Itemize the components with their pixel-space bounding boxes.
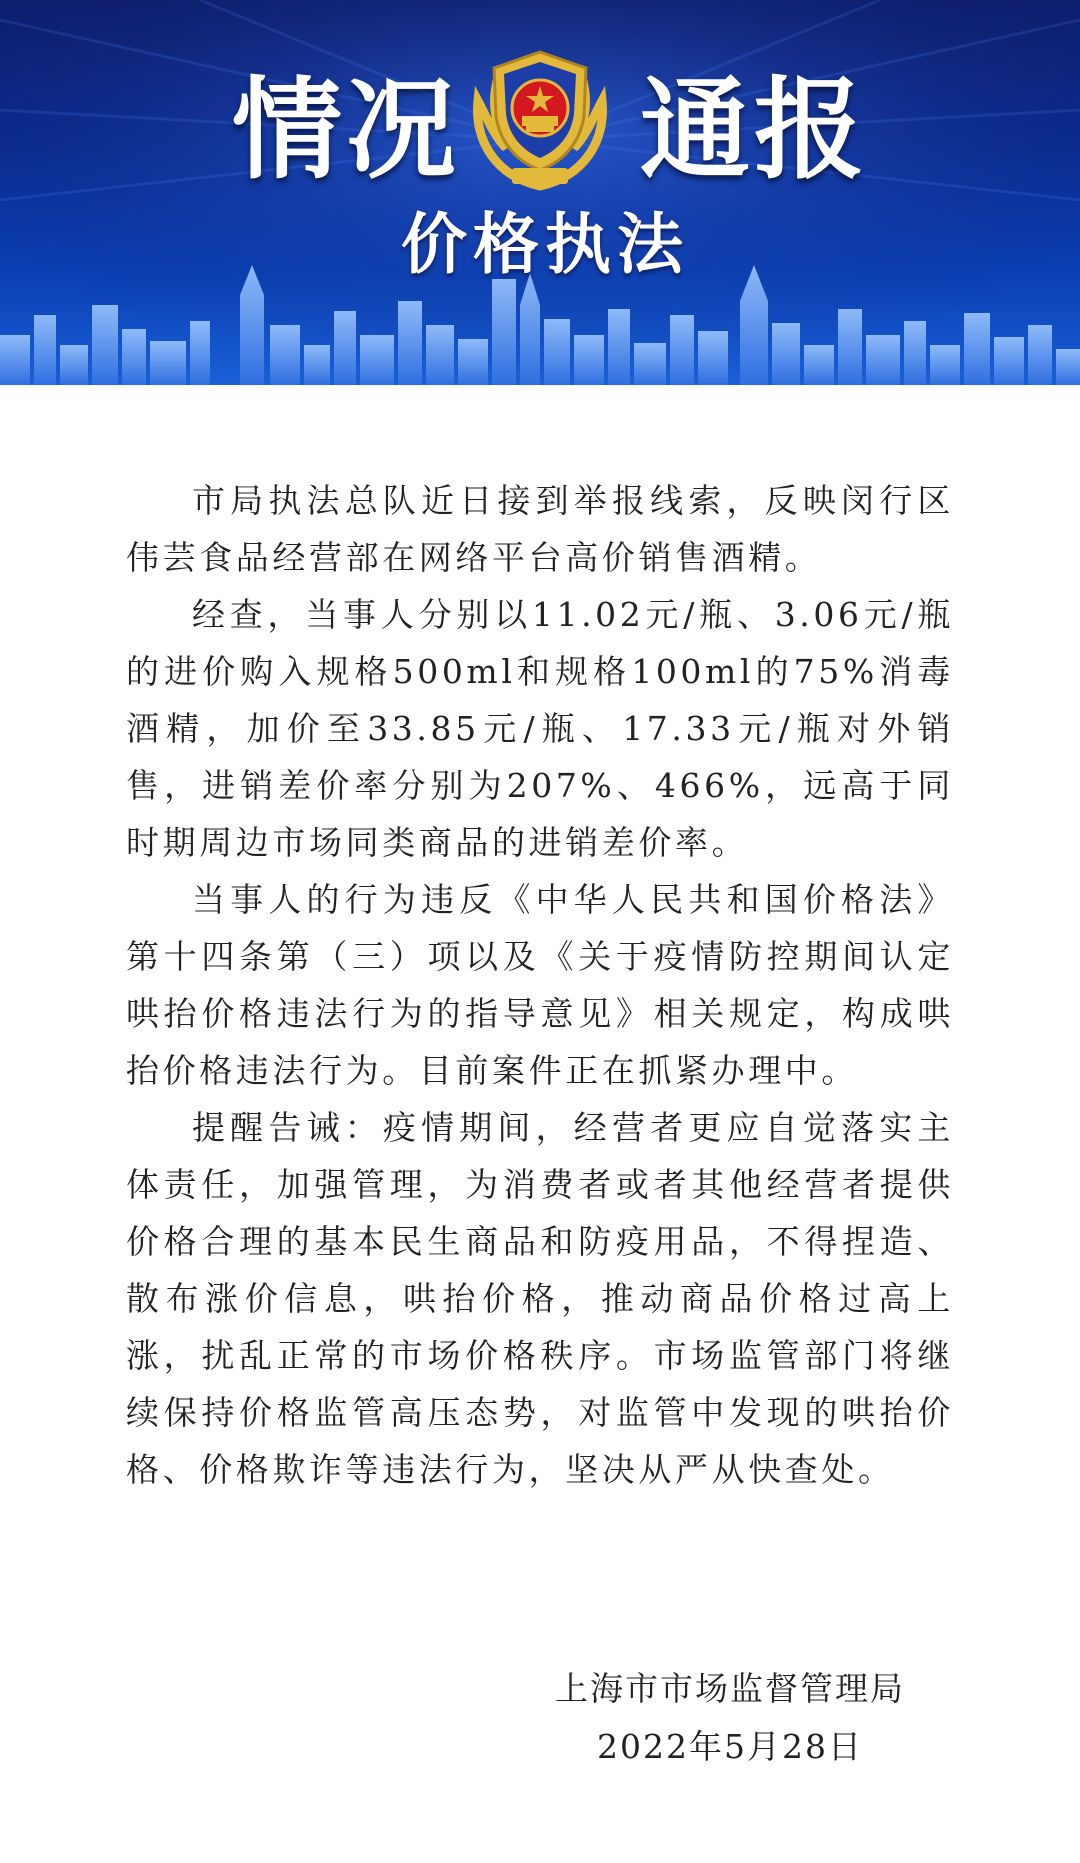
banner-subtitle: 价格执法 [401, 206, 689, 283]
paragraph-investigation: 经查，当事人分别以11.02元/瓶、3.06元/瓶的进价购入规格500ml和规格100ml的75%消毒酒精，加价至33.85元/瓶、17.33元/瓶对外销售，进销差价率分别为207%、466%，远高于同时期周边市场同类商品的进销差价率。 [126, 595, 954, 862]
banner-title-right: 通报 [640, 66, 868, 194]
notice-body [126, 472, 954, 1498]
police-emblem-icon [466, 46, 614, 196]
header-banner [0, 0, 1080, 385]
paragraph-violation: 当事人的行为违反《中华人民共和国价格法》第十四条第（三）项以及《关于疫情防控期间认定哄抬价格违法行为的指导意见》相关规定，构成哄抬价格违法行为。目前案件正在抓紧办理中。 [126, 880, 954, 1090]
issue-date: 2022年5月28日 [597, 1727, 863, 1766]
banner-title-left: 情况 [232, 66, 460, 194]
paragraph-reminder: 提醒告诫：疫情期间，经营者更应自觉落实主体责任，加强管理，为消费者或者其他经营者提供价格合理的基本民生商品和防疫用品，不得捏造、散布涨价信息，哄抬价格，推动商品价格过高上涨，扰乱正常的市场价格秩序。市场监管部门将继续保持价格监管高压态势，对监管中发现的哄抬价格、价格欺诈等违法行为，坚决从严从快查处。 [126, 1108, 954, 1489]
signature-block [520, 1660, 940, 1776]
issuing-organization: 上海市市场监督管理局 [555, 1669, 905, 1708]
paragraph-report: 市局执法总队近日接到举报线索，反映闵行区伟芸食品经营部在网络平台高价销售酒精。 [126, 481, 954, 577]
